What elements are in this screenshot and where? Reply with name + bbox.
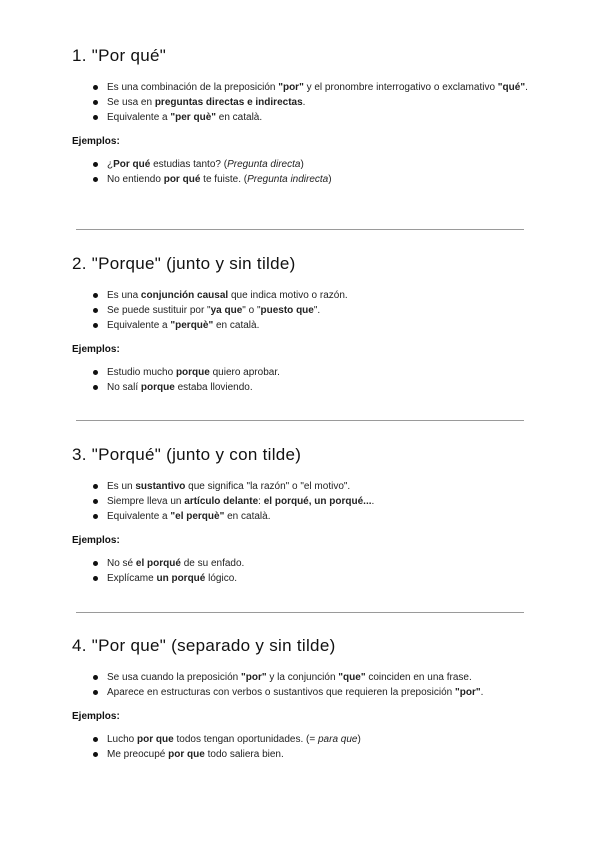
bullet-item: Aparece en estructuras con verbos o sustantivos que requieren la preposición "por". xyxy=(72,685,528,700)
example-item: ¿Por qué estudias tanto? (Pregunta directa) xyxy=(72,157,528,172)
section-heading: 1. "Por qué" xyxy=(72,46,167,65)
bullet-item: Es un sustantivo que significa "la razón" o "el motivo". xyxy=(72,479,528,494)
example-item: Estudio mucho porque quiero aprobar. xyxy=(72,365,528,380)
section-divider xyxy=(76,229,524,230)
example-list xyxy=(72,556,528,586)
bullet-item: Se usa en preguntas directas e indirectas. xyxy=(72,95,528,110)
bullet-item: Se puede sustituir por "ya que" o "puesto que". xyxy=(72,303,528,318)
bullet-item: Se usa cuando la preposición "por" y la conjunción "que" coinciden en una frase. xyxy=(72,670,528,685)
example-item: Me preocupé por que todo saliera bien. xyxy=(72,747,528,762)
bullet-item: Equivalente a "per què" en català. xyxy=(72,110,528,125)
bullet-item: Es una conjunción causal que indica motivo o razón. xyxy=(72,288,528,303)
bullet-item: Es una combinación de la preposición "por" y el pronombre interrogativo o exclamativo "qué". xyxy=(72,80,528,95)
bullet-item: Equivalente a "el perquè" en català. xyxy=(72,509,528,524)
bullet-list xyxy=(72,479,528,524)
example-item: No sé el porqué de su enfado. xyxy=(72,556,528,571)
example-item: No salí porque estaba lloviendo. xyxy=(72,380,528,395)
section-heading: 2. "Porque" (junto y sin tilde) xyxy=(72,254,296,273)
examples-label: Ejemplos: xyxy=(72,711,120,722)
example-list xyxy=(72,365,528,395)
bullet-list xyxy=(72,80,528,125)
examples-label: Ejemplos: xyxy=(72,535,120,546)
bullet-item: Siempre lleva un artículo delante: el porqué, un porqué.... xyxy=(72,494,528,509)
bullet-item: Equivalente a "perquè" en català. xyxy=(72,318,528,333)
section-heading: 4. "Por que" (separado y sin tilde) xyxy=(72,636,336,655)
example-list xyxy=(72,732,528,762)
examples-label: Ejemplos: xyxy=(72,344,120,355)
example-item: Explícame un porqué lógico. xyxy=(72,571,528,586)
section-por-que-separado xyxy=(72,634,528,762)
example-list xyxy=(72,157,528,187)
example-item: No entiendo por qué te fuiste. (Pregunta indirecta) xyxy=(72,172,528,187)
section-porque xyxy=(72,252,528,395)
bullet-list xyxy=(72,288,528,333)
example-item: Lucho por que todos tengan oportunidades. (= para que) xyxy=(72,732,528,747)
examples-label: Ejemplos: xyxy=(72,136,120,147)
section-por-que xyxy=(72,44,528,187)
section-divider xyxy=(76,612,524,613)
section-porque-sustantivo xyxy=(72,443,528,586)
section-divider xyxy=(76,420,524,421)
bullet-list xyxy=(72,670,528,700)
section-heading: 3. "Porqué" (junto y con tilde) xyxy=(72,445,302,464)
